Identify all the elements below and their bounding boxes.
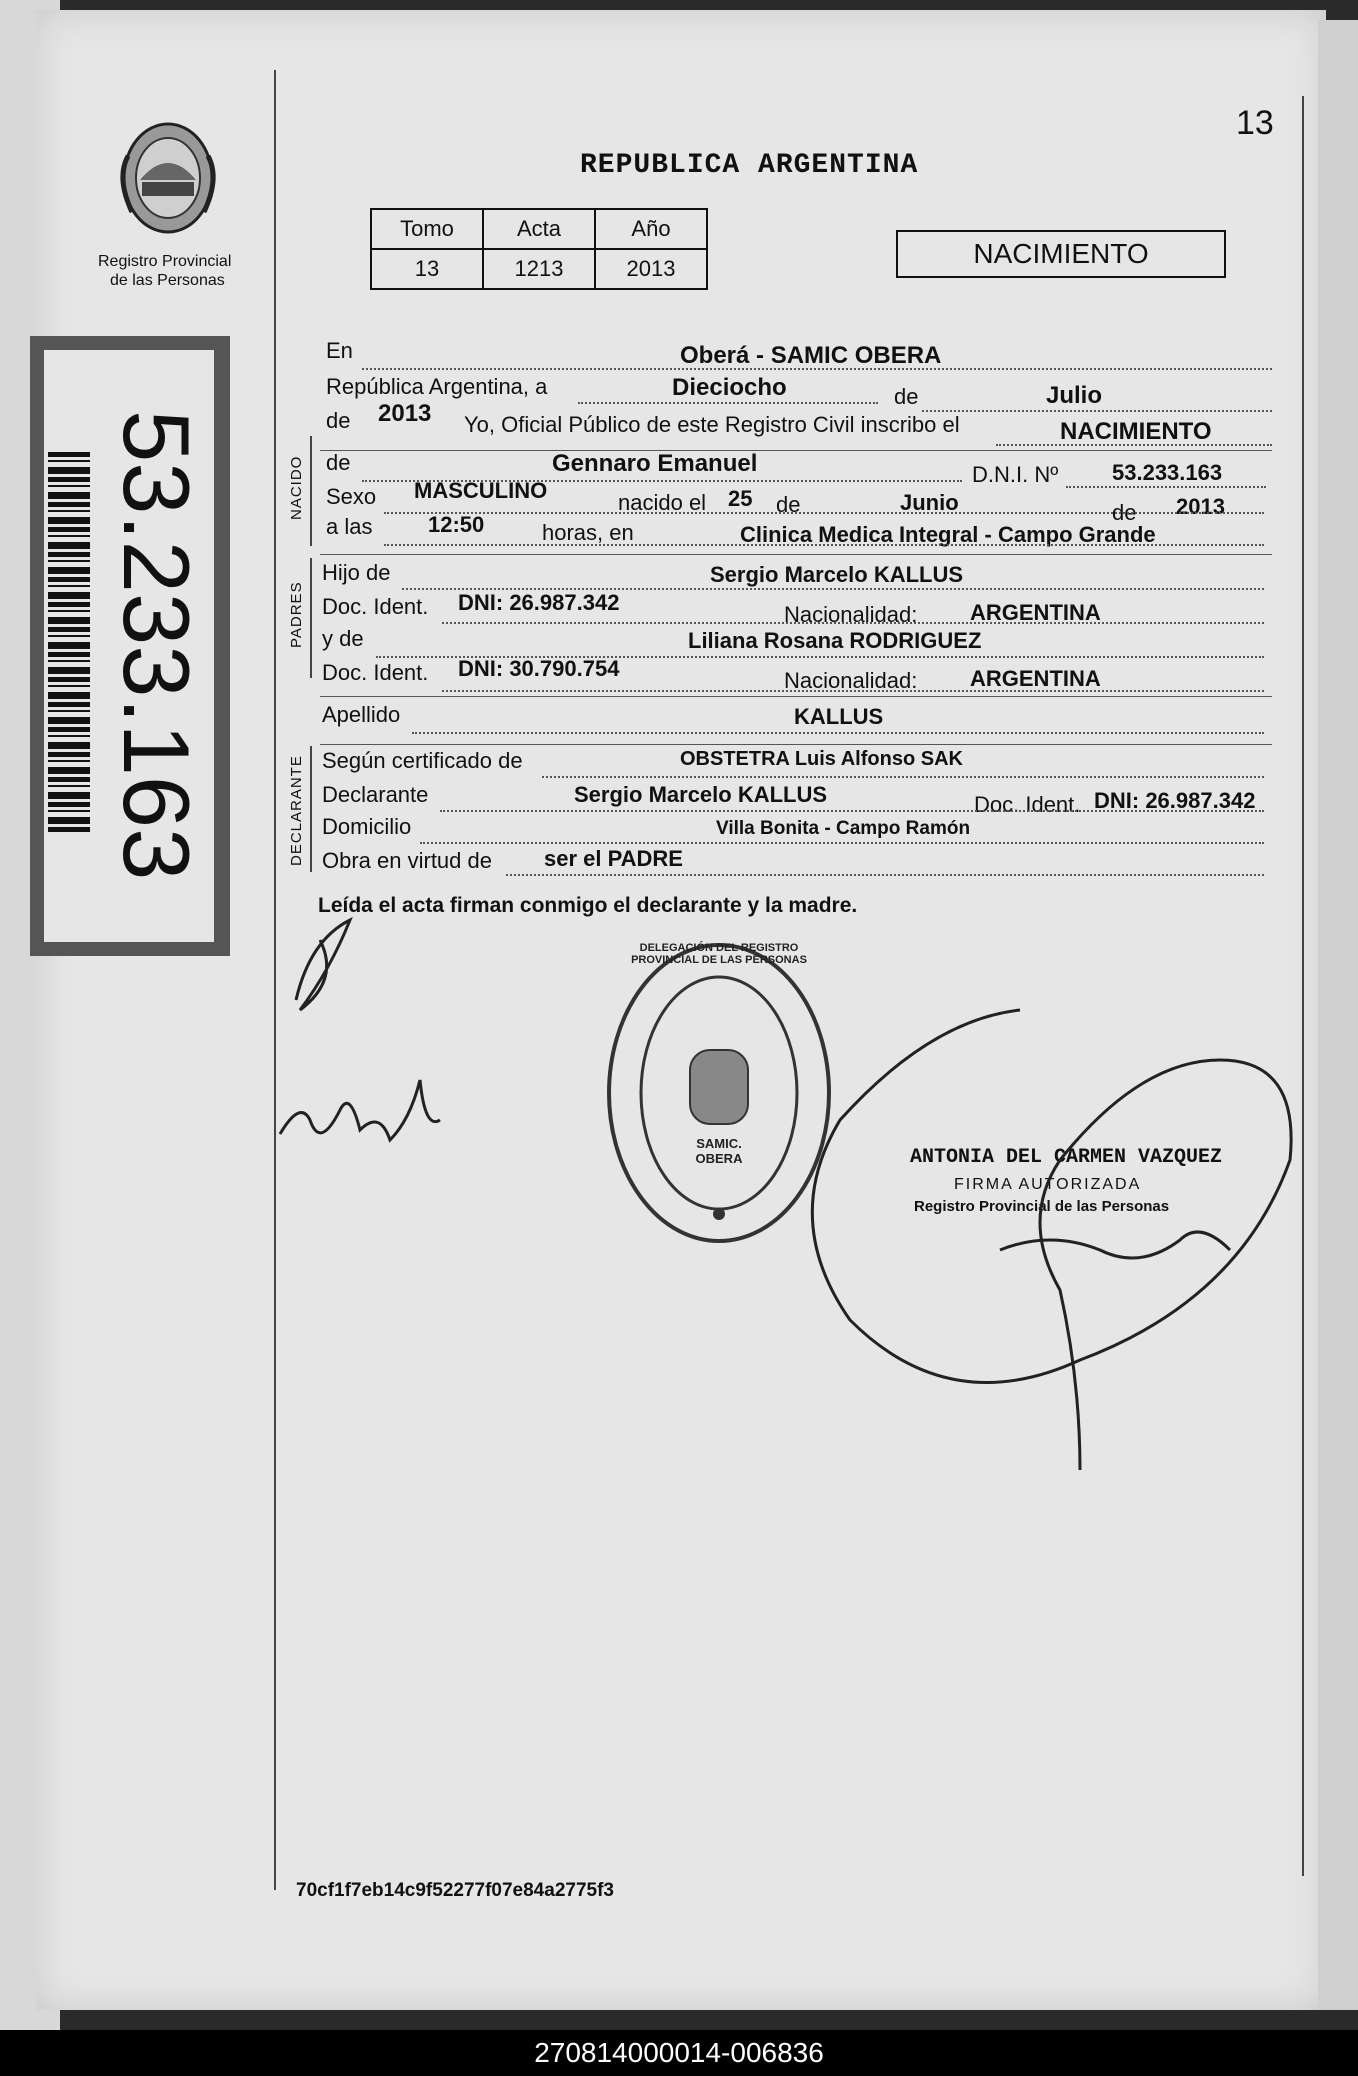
birth-month: Junio	[900, 490, 959, 515]
sexo-value: MASCULINO	[414, 478, 548, 503]
y-de-label: y de	[322, 626, 364, 651]
section-padres: PADRES	[288, 581, 305, 648]
de-label-3: de	[326, 450, 351, 475]
obra-value: ser el PADRE	[544, 846, 683, 871]
hora-value: 12:50	[428, 512, 485, 537]
apellido-value: KALLUS	[794, 704, 884, 729]
stamp-outer-text: DELEGACIÓN DEL REGISTRO PROVINCIAL DE LAS PERSONAS	[631, 942, 807, 966]
signature-madre	[280, 1080, 440, 1140]
nacionalidad-label-1: Nacionalidad:	[784, 602, 918, 627]
dni-value: 53.233.163	[1112, 460, 1223, 485]
doc-ident-label-2: Doc. Ident.	[322, 660, 429, 685]
section-nacido: NACIDO	[288, 455, 305, 520]
sexo-label: Sexo	[326, 484, 377, 509]
section-declarante: DECLARANTE	[288, 755, 305, 866]
day-value: Dieciocho	[672, 374, 787, 401]
birth-year: 2013	[1176, 494, 1225, 519]
nacido-el-label: nacido el	[618, 490, 707, 515]
page-number: 13	[1236, 104, 1274, 142]
record-type-box: NACIMIENTO	[896, 230, 1226, 278]
birth-day: 25	[728, 486, 753, 511]
de-label-5: de	[1112, 500, 1137, 525]
certificado-label: Según certificado de	[322, 748, 523, 773]
dni-label: D.N.I. Nº	[972, 462, 1059, 487]
oficial-text: Yo, Oficial Público de este Registro Civil inscribo el	[464, 412, 960, 437]
month-value: Julio	[1046, 382, 1103, 409]
certificado-value: OBSTETRA Luis Alfonso SAK	[680, 748, 963, 770]
domicilio-label: Domicilio	[322, 814, 412, 839]
acta-value: 1213	[483, 249, 595, 289]
year-value: 2013	[378, 400, 432, 427]
document-title: REPUBLICA ARGENTINA	[580, 150, 919, 181]
nacionalidad-label-2: Nacionalidad:	[784, 668, 918, 693]
padre-nac: ARGENTINA	[970, 600, 1101, 625]
signature-declarante	[296, 920, 350, 1010]
apellido-label: Apellido	[322, 702, 401, 727]
document-hash: 70cf1f7eb14c9f52277f07e84a2775f3	[296, 1880, 614, 1901]
footer-code: 270814000014-006836	[534, 2037, 824, 2068]
logo-caption-1: Registro Provincial	[98, 253, 232, 270]
en-value: Oberá - SAMIC OBERA	[680, 342, 942, 369]
declarante-doc-label: Doc. Ident.	[974, 792, 1081, 817]
madre-nac: ARGENTINA	[970, 666, 1101, 691]
inscribo-value: NACIMIENTO	[1060, 418, 1212, 445]
de-label-2: de	[326, 408, 351, 433]
ano-header: Año	[595, 209, 707, 249]
horas-en-label: horas, en	[542, 520, 634, 545]
padre-value: Sergio Marcelo KALLUS	[710, 562, 964, 587]
declarante-value: Sergio Marcelo KALLUS	[574, 782, 828, 807]
en-label: En	[326, 338, 353, 363]
stamp-inner-text: SAMIC. OBERA	[695, 1136, 743, 1166]
obra-label: Obra en virtud de	[322, 848, 492, 873]
acta-header: Acta	[483, 209, 595, 249]
official-name: ANTONIA DEL CARMEN VAZQUEZ	[910, 1146, 1223, 1169]
logo-caption-2: de las Personas	[110, 272, 225, 289]
de-label-1: de	[894, 384, 919, 409]
doc-ident-label-1: Doc. Ident.	[322, 594, 429, 619]
tomo-value: 13	[371, 249, 483, 289]
madre-value: Liliana Rosana RODRIGUEZ	[688, 628, 982, 653]
ano-value: 2013	[595, 249, 707, 289]
lugar-value: Clinica Medica Integral - Campo Grande	[740, 522, 1156, 547]
madre-dni: DNI: 30.790.754	[458, 656, 620, 681]
a-las-label: a las	[326, 514, 373, 539]
declarante-dni: DNI: 26.987.342	[1094, 788, 1256, 813]
domicilio-value: Villa Bonita - Campo Ramón	[716, 818, 971, 839]
de-label-4: de	[776, 492, 801, 517]
name-value: Gennaro Emanuel	[552, 450, 758, 477]
declarante-label: Declarante	[322, 782, 429, 807]
official-office: Registro Provincial de las Personas	[914, 1198, 1170, 1215]
tomo-header: Tomo	[371, 209, 483, 249]
padre-dni: DNI: 26.987.342	[458, 590, 620, 615]
hijo-de-label: Hijo de	[322, 560, 391, 585]
leida-text: Leída el acta firman conmigo el declarante y la madre.	[318, 894, 858, 917]
barcode-number: 53.233.163	[104, 410, 209, 881]
signature-official-stroke	[1000, 1232, 1230, 1258]
republica-label: República Argentina, a	[326, 374, 548, 399]
official-role: FIRMA AUTORIZADA	[954, 1176, 1142, 1193]
